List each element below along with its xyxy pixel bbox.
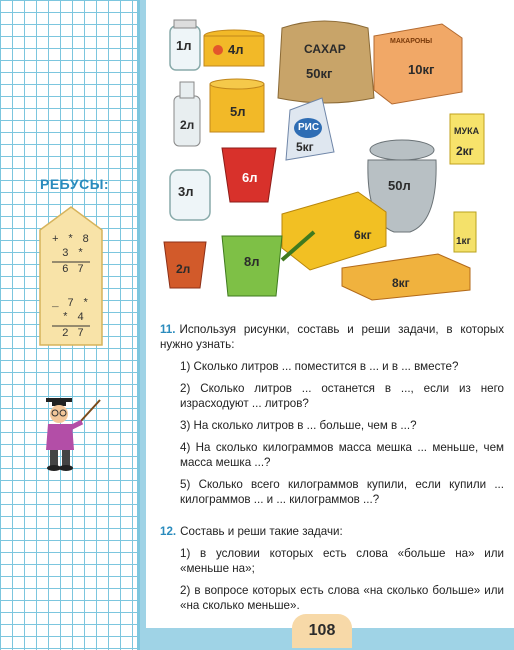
textbook-page: [146, 0, 514, 628]
label-pot-5l: 5л: [230, 104, 246, 119]
label-macaroni-name: МАКАРОНЫ: [390, 38, 433, 45]
task-11: [160, 322, 504, 507]
task-12-intro: 12. Составь и реши такие задачи:: [160, 525, 343, 538]
label-salt-1kg: 1кг: [456, 236, 471, 247]
label-flour-name: МУКА: [454, 126, 480, 136]
label-macaroni-weight: 10кг: [408, 62, 435, 77]
label-rice-name: РИС: [298, 122, 320, 133]
label-watering-can-8l: 8л: [244, 254, 260, 269]
items-illustration: [146, 0, 514, 310]
label-sugar-weight: 50кг: [306, 66, 333, 81]
task-11-item-1: 1) Сколько литров ... поместится в ... и в ... вместе?: [180, 360, 459, 373]
rebus-title: РЕБУСЫ:: [40, 176, 110, 192]
rebus1-line3: 6 7: [62, 264, 85, 276]
label-bottle-2l: 2л: [180, 118, 195, 132]
label-jar-3l: 3л: [178, 184, 194, 199]
label-jar-1l: 1л: [176, 38, 192, 53]
rebus2-line3: 2 7: [62, 328, 85, 340]
rebus1-line1: + * 8: [52, 234, 91, 246]
task-11-item-2: 2) Сколько литров ... останется в ..., если из него израсходуют ... литров?: [180, 382, 504, 410]
label-pail-2l: 2л: [176, 262, 191, 276]
task-12-number: 12.: [160, 525, 177, 538]
task-11-item-4: 4) На сколько килограммов масса мешка ... меньше, чем масса мешка ...?: [180, 441, 504, 469]
task-12-item-2: 2) в вопросе которых есть слова «на сколько больше» или «на сколько меньше».: [180, 584, 504, 612]
task-11-intro: 11. Используя рисунки, составь и реши задачи, в которых нужно узнать:: [160, 323, 504, 351]
label-bucket-6l: 6л: [242, 170, 258, 185]
task-11-number: 11.: [160, 323, 176, 336]
task-12: [160, 524, 504, 613]
task-11-item-3: 3) На сколько литров в ... больше, чем в ...?: [180, 419, 417, 432]
rebus-card-shape: [38, 206, 104, 346]
label-sugar-name: САХАР: [304, 42, 346, 56]
rebus2-line2: * 4: [62, 312, 85, 324]
professor-illustration: [40, 392, 106, 477]
label-can-50l: 50л: [388, 178, 411, 193]
page-number: 108: [292, 614, 352, 648]
rebus1-line2: 3 *: [62, 248, 85, 260]
label-rice-weight: 5кг: [296, 140, 314, 154]
label-box-6kg: 6кг: [354, 228, 372, 242]
task-12-item-1: 1) в условии которых есть слова «больше на» или «меньше на»;: [180, 547, 504, 575]
label-flour-weight: 2кг: [456, 144, 474, 158]
rebus-card: [38, 206, 104, 346]
rebus2-line1: _ 7 *: [52, 298, 91, 310]
label-pot-4l: 4л: [228, 42, 244, 57]
label-box-8kg: 8кг: [392, 276, 410, 290]
task-11-item-5: 5) Сколько всего килограммов купили, если купили ... килограммов ... и ... килограммов ...?: [180, 478, 504, 506]
